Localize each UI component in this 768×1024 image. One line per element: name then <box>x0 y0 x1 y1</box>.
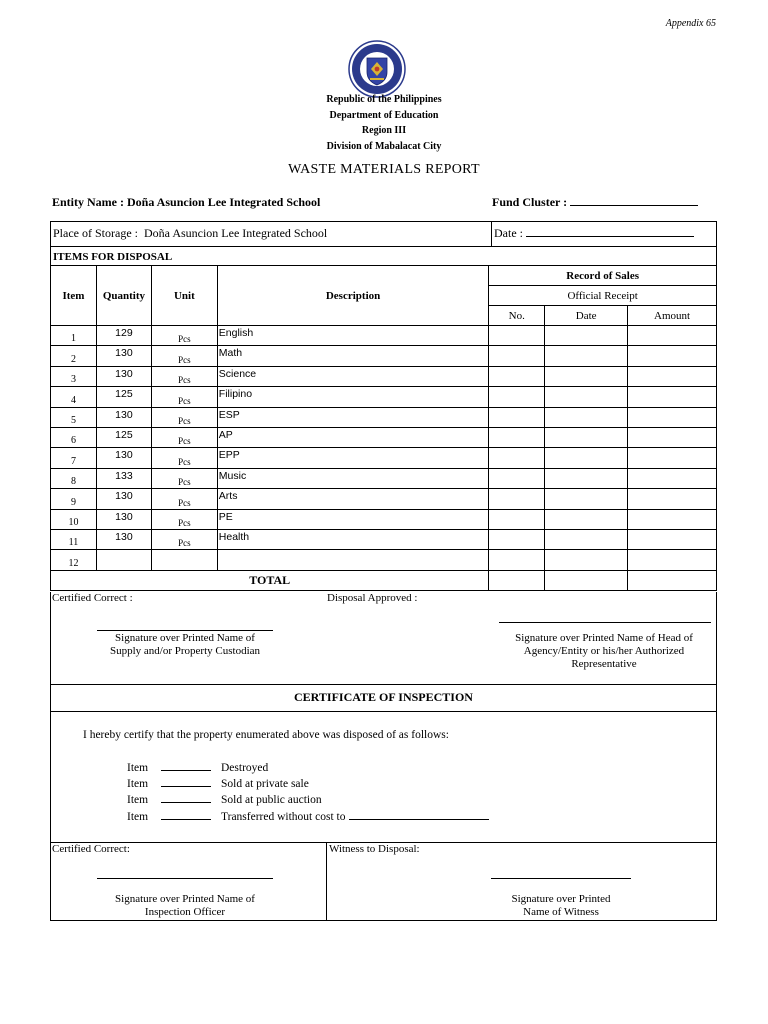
row-description: English <box>217 326 489 346</box>
appendix-label: Appendix 65 <box>665 18 716 29</box>
total-amount[interactable] <box>628 570 717 590</box>
row-or-date[interactable] <box>545 489 628 509</box>
inspection-option-text: Transferred without cost to <box>221 811 346 823</box>
inspection-item-label: Item <box>127 811 149 823</box>
col-or-no: No. <box>489 306 545 326</box>
row-or-no[interactable] <box>489 326 545 346</box>
head-signature-line[interactable] <box>499 622 711 623</box>
head-signature-caption <box>491 632 717 671</box>
row-quantity: 130 <box>96 529 151 549</box>
head-caption-line1: Signature over Printed Name of Head of <box>515 632 693 644</box>
row-description: Math <box>217 346 489 366</box>
col-description: Description <box>217 266 489 326</box>
row-or-amount[interactable] <box>628 529 717 549</box>
row-or-no[interactable] <box>489 407 545 427</box>
date-label: Date : <box>494 226 523 240</box>
transferred-to-tail <box>477 810 489 820</box>
table-row <box>51 387 717 407</box>
officer-signature-caption <box>51 893 319 918</box>
table-row <box>51 468 717 488</box>
storage-divider <box>491 222 492 246</box>
inspection-option-text: Destroyed <box>221 762 269 774</box>
row-quantity: 125 <box>96 427 151 447</box>
row-description: Music <box>217 468 489 488</box>
row-item: 10 <box>51 509 97 529</box>
row-unit: Pcs <box>151 468 217 488</box>
inspection-option-transferred <box>127 810 489 823</box>
entity-label: Entity Name : <box>52 195 124 209</box>
total-or-no[interactable] <box>489 570 545 590</box>
col-unit: Unit <box>151 266 217 326</box>
row-unit: Pcs <box>151 448 217 468</box>
row-quantity: 133 <box>96 468 151 488</box>
total-row <box>51 570 717 590</box>
row-quantity: 130 <box>96 407 151 427</box>
table-row <box>51 550 717 570</box>
inspection-body <box>50 711 717 843</box>
deped-seal-icon <box>348 40 406 98</box>
storage-row <box>50 221 717 246</box>
header-region: Region III <box>361 125 407 136</box>
row-unit: Pcs <box>151 407 217 427</box>
row-unit: Pcs <box>151 366 217 386</box>
row-or-amount[interactable] <box>628 468 717 488</box>
row-or-amount[interactable] <box>628 366 717 386</box>
fund-cluster-label: Fund Cluster : <box>492 195 568 209</box>
inspection-option-text: Sold at private sale <box>221 778 309 790</box>
row-or-date[interactable] <box>545 529 628 549</box>
row-item: 8 <box>51 468 97 488</box>
witness-signature-line[interactable] <box>491 878 631 879</box>
entity-value: Doña Asuncion Lee Integrated School <box>127 195 321 209</box>
row-or-no[interactable] <box>489 427 545 447</box>
storage-value: Doña Asuncion Lee Integrated School <box>143 226 328 240</box>
table-row <box>51 529 717 549</box>
table-row <box>51 366 717 386</box>
row-unit <box>151 550 217 570</box>
row-item: 3 <box>51 366 97 386</box>
row-or-date[interactable] <box>545 509 628 529</box>
row-unit: Pcs <box>151 387 217 407</box>
witness-signature-caption <box>451 893 671 918</box>
row-description: Arts <box>217 489 489 509</box>
header-department: Department of Education <box>329 109 439 121</box>
inspection-option-text: Sold at public auction <box>221 794 322 806</box>
row-or-amount[interactable] <box>628 346 717 366</box>
date-blank[interactable] <box>526 226 694 237</box>
inspection-item-blank[interactable] <box>161 761 211 771</box>
col-quantity: Quantity <box>96 266 151 326</box>
row-quantity: 130 <box>96 509 151 529</box>
inspection-item-blank[interactable] <box>161 777 211 787</box>
row-or-no[interactable] <box>489 366 545 386</box>
row-or-amount[interactable] <box>628 448 717 468</box>
row-or-date[interactable] <box>545 407 628 427</box>
inspection-option-public-auction <box>127 793 322 806</box>
row-description: Health <box>217 529 489 549</box>
custodian-signature-line[interactable] <box>97 630 273 631</box>
transferred-to-blank[interactable] <box>349 810 477 820</box>
row-or-no[interactable] <box>489 509 545 529</box>
storage-label: Place of Storage : <box>53 226 138 240</box>
row-quantity: 129 <box>96 326 151 346</box>
row-or-date[interactable] <box>545 387 628 407</box>
row-or-no[interactable] <box>489 468 545 488</box>
row-unit: Pcs <box>151 489 217 509</box>
witness-caption-line2: Name of Witness <box>523 905 599 918</box>
row-or-date[interactable] <box>545 448 628 468</box>
row-unit: Pcs <box>151 427 217 447</box>
document-header <box>0 92 768 154</box>
inspection-item-label: Item <box>127 794 149 806</box>
fund-cluster-field[interactable] <box>570 195 698 206</box>
row-quantity: 130 <box>96 366 151 386</box>
inspection-item-blank[interactable] <box>161 810 211 820</box>
row-or-date[interactable] <box>545 550 628 570</box>
certified-correct-label: Certified Correct : <box>52 592 133 604</box>
final-signatures <box>50 842 717 921</box>
table-row <box>51 427 717 447</box>
row-or-amount[interactable] <box>628 509 717 529</box>
header-republic: Republic of the Philippines <box>326 94 442 105</box>
row-or-no[interactable] <box>489 387 545 407</box>
row-description <box>217 550 489 570</box>
officer-certified-label: Certified Correct: <box>52 843 130 855</box>
row-item: 6 <box>51 427 97 447</box>
row-unit: Pcs <box>151 346 217 366</box>
row-or-amount[interactable] <box>628 387 717 407</box>
row-item: 2 <box>51 346 97 366</box>
disposal-approved-label: Disposal Approved : <box>327 592 418 604</box>
inspection-option-destroyed <box>127 761 268 774</box>
row-or-amount[interactable] <box>628 326 717 346</box>
row-or-no[interactable] <box>489 346 545 366</box>
disposal-table <box>50 265 717 591</box>
row-or-amount[interactable] <box>628 407 717 427</box>
header-division: Division of Mabalacat City <box>326 140 442 152</box>
head-caption-line2: Agency/Entity or his/her Authorized <box>523 645 685 657</box>
report-title: WASTE MATERIALS REPORT <box>288 162 480 177</box>
row-or-no[interactable] <box>489 489 545 509</box>
col-or-date: Date <box>545 306 628 326</box>
table-row <box>51 489 717 509</box>
officer-caption-line1: Signature over Printed Name of <box>115 893 255 905</box>
row-or-no[interactable] <box>489 529 545 549</box>
custodian-caption-line1: Signature over Printed Name of <box>115 632 255 644</box>
row-description: PE <box>217 509 489 529</box>
inspection-item-label: Item <box>127 762 149 774</box>
table-row <box>51 346 717 366</box>
row-or-no[interactable] <box>489 448 545 468</box>
total-label: TOTAL <box>51 570 489 590</box>
custodian-signature-caption <box>51 632 319 658</box>
row-item: 7 <box>51 448 97 468</box>
storage-place <box>53 226 327 241</box>
row-quantity: 130 <box>96 448 151 468</box>
table-row <box>51 407 717 427</box>
inspection-option-private-sale <box>127 777 309 790</box>
table-row <box>51 509 717 529</box>
row-or-amount[interactable] <box>628 489 717 509</box>
head-caption-line3: Representative <box>571 658 637 670</box>
row-or-date[interactable] <box>545 468 628 488</box>
row-unit: Pcs <box>151 326 217 346</box>
row-item: 1 <box>51 326 97 346</box>
col-record-of-sales: Record of Sales <box>489 266 717 286</box>
custodian-caption-line2: Supply and/or Property Custodian <box>109 645 261 657</box>
row-item: 4 <box>51 387 97 407</box>
witness-caption-line1: Signature over Printed <box>511 893 611 905</box>
officer-caption-line2: Inspection Officer <box>144 905 226 918</box>
row-description: Science <box>217 366 489 386</box>
table-row <box>51 326 717 346</box>
row-or-amount[interactable] <box>628 427 717 447</box>
row-description: Filipino <box>217 387 489 407</box>
certification-section <box>50 592 717 684</box>
row-or-date[interactable] <box>545 427 628 447</box>
row-or-amount[interactable] <box>628 550 717 570</box>
final-divider <box>326 842 327 920</box>
date-field <box>494 226 694 241</box>
row-or-date[interactable] <box>545 346 628 366</box>
row-description: ESP <box>217 407 489 427</box>
table-row <box>51 448 717 468</box>
officer-signature-line[interactable] <box>97 878 273 879</box>
col-official-receipt: Official Receipt <box>489 286 717 306</box>
total-or-date[interactable] <box>545 570 628 590</box>
row-quantity: 125 <box>96 387 151 407</box>
entity-name <box>52 195 320 210</box>
row-quantity <box>96 550 151 570</box>
row-or-date[interactable] <box>545 366 628 386</box>
row-quantity: 130 <box>96 489 151 509</box>
fund-cluster <box>492 195 698 210</box>
inspection-intro: I hereby certify that the property enumerated above was disposed of as follows: <box>83 729 449 741</box>
row-description: AP <box>217 427 489 447</box>
row-or-date[interactable] <box>545 326 628 346</box>
items-for-disposal-label: ITEMS FOR DISPOSAL <box>50 246 717 266</box>
inspection-item-label: Item <box>127 778 149 790</box>
row-item: 11 <box>51 529 97 549</box>
row-unit: Pcs <box>151 509 217 529</box>
inspection-item-blank[interactable] <box>161 793 211 803</box>
col-or-amount: Amount <box>628 306 717 326</box>
witness-label: Witness to Disposal: <box>329 843 420 855</box>
row-item: 12 <box>51 550 97 570</box>
col-item: Item <box>51 266 97 326</box>
row-item: 9 <box>51 489 97 509</box>
row-quantity: 130 <box>96 346 151 366</box>
row-unit: Pcs <box>151 529 217 549</box>
row-item: 5 <box>51 407 97 427</box>
inspection-title: CERTIFICATE OF INSPECTION <box>50 684 717 712</box>
row-description: EPP <box>217 448 489 468</box>
row-or-no[interactable] <box>489 550 545 570</box>
